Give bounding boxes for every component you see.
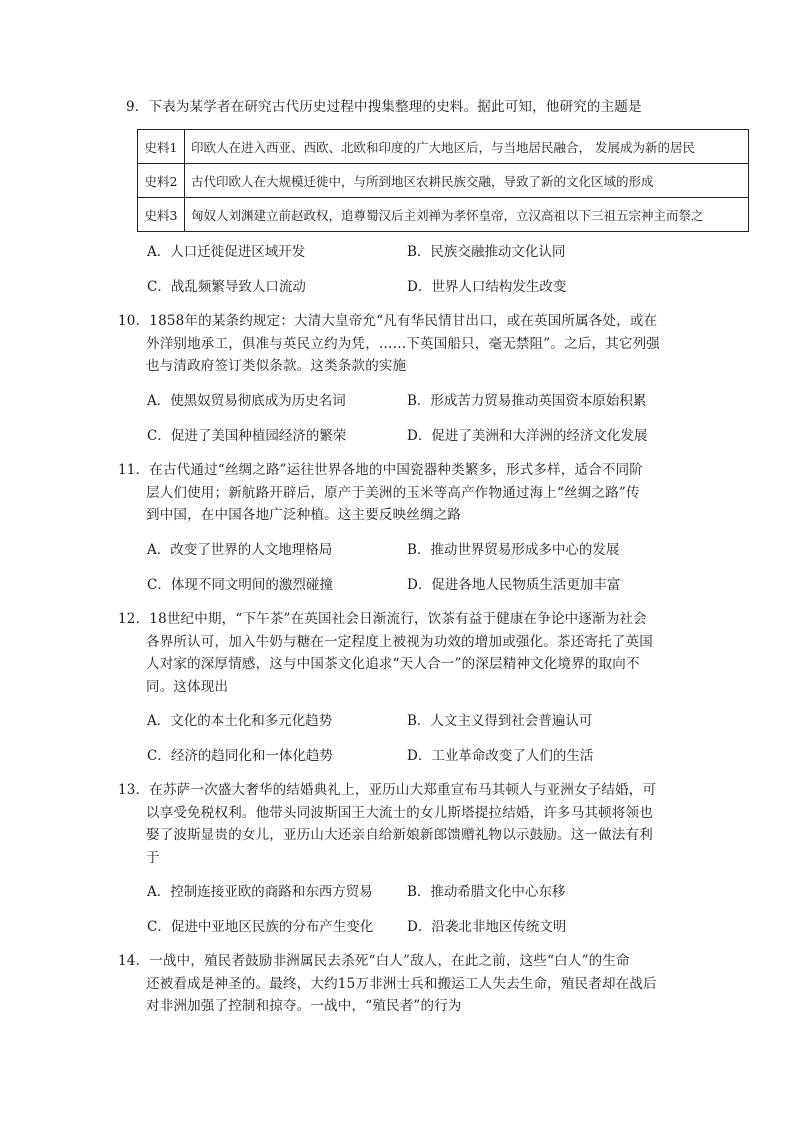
question-14 bbox=[118, 950, 678, 1018]
question-9-options-row-2 bbox=[147, 275, 707, 297]
question-9-options-row-1 bbox=[147, 240, 707, 262]
table-row bbox=[138, 164, 749, 198]
question-13-line: 以享受免税权利。他带头同波斯国王大流士的女儿斯塔提拉结婚，许多马其顿将领也 bbox=[146, 804, 653, 821]
question-10-options-row-2 bbox=[147, 424, 707, 446]
question-12-options-row-2 bbox=[147, 744, 707, 766]
question-10-line: 也与清政府签订类似条款。这类条款的实施 bbox=[146, 358, 407, 374]
question-13-line: 13．在苏萨一次盛大奢华的结婚典礼上，亚历山大郑重宣布马其顿人与亚洲女子结婚，可 bbox=[118, 782, 657, 798]
question-12 bbox=[118, 608, 678, 698]
option-c[interactable]: C．体现不同文明间的激烈碰撞 bbox=[147, 577, 333, 593]
option-a[interactable]: A．使黑奴贸易彻底成为历史名词 bbox=[147, 393, 346, 409]
source-table bbox=[137, 129, 749, 232]
question-14-line: 对非洲加强了控制和掠夺。一战中，“殖民者”的行为 bbox=[146, 998, 462, 1014]
question-11-options-row-2 bbox=[147, 573, 707, 595]
option-a[interactable]: A．文化的本土化和多元化趋势 bbox=[147, 713, 333, 729]
question-13-line: 娶了波斯显贵的女儿，亚历山大还亲自给新娘新郎馈赠礼物以示鼓励。这一做法有利 bbox=[146, 827, 653, 843]
option-d[interactable]: D．沿袭北非地区传统文明 bbox=[407, 919, 567, 935]
option-c[interactable]: C．战乱频繁导致人口流动 bbox=[147, 279, 306, 295]
option-a[interactable]: A．人口迁徙促进区域开发 bbox=[147, 244, 306, 260]
source-text: 匈奴人刘渊建立前赵政权，追尊蜀汉后主刘禅为孝怀皇帝，立汉高祖以下三祖五宗神主而祭之 bbox=[185, 198, 749, 232]
option-b[interactable]: B．民族交融推动文化认同 bbox=[407, 244, 566, 260]
question-10-line: 外洋别地承工，俱准与英民立约为凭，……下英国船只，毫无禁阻”。之后，其它列强 bbox=[146, 335, 661, 352]
question-14-line: 14．一战中，殖民者鼓励非洲属民去杀死“白人”敌人，在此之前，这些“白人”的生命 bbox=[118, 953, 630, 969]
question-11-line: 到中国，在中国各地广泛种植。这主要反映丝绸之路 bbox=[146, 507, 462, 523]
question-11-options-row-1 bbox=[147, 538, 707, 560]
option-d[interactable]: D．促进了美洲和大洋洲的经济文化发展 bbox=[407, 428, 648, 444]
option-b[interactable]: B．推动世界贸易形成多中心的发展 bbox=[407, 542, 620, 558]
table-row bbox=[138, 130, 749, 164]
option-b[interactable]: B．形成苦力贸易推动英国资本原始积累 bbox=[407, 393, 647, 409]
question-9-stem: 9．下表为某学者在研究古代历史过程中搜集整理的史料。据此可知，他研究的主题是 bbox=[126, 99, 642, 115]
source-text: 古代印欧人在大规模迁徙中，与所到地区农耕民族交融，导致了新的文化区域的形成 bbox=[185, 164, 749, 198]
option-a[interactable]: A．改变了世界的人文地理格局 bbox=[147, 542, 333, 558]
source-label: 史料2 bbox=[138, 164, 185, 198]
option-d[interactable]: D．促进各地人民物质生活更加丰富 bbox=[407, 577, 621, 593]
question-10-line: 10．1858年的某条约规定：大清大皇帝允“凡有华民情甘出口，或在英国所属各处，或在 bbox=[118, 313, 658, 329]
option-b[interactable]: B．人文主义得到社会普遍认可 bbox=[407, 713, 593, 729]
question-14-line: 还被看成是神圣的。最终，大约15万非洲士兵和搬运工人失去生命，殖民者却在战后 bbox=[146, 975, 657, 992]
question-12-options-row-1 bbox=[147, 709, 707, 731]
table-row bbox=[138, 198, 749, 232]
source-label: 史料1 bbox=[138, 130, 185, 164]
option-c[interactable]: C．经济的趋同化和一体化趋势 bbox=[147, 748, 333, 764]
source-text: 印欧人在进入西亚、西欧、北欧和印度的广大地区后，与当地居民融合， 发展成为新的居民 bbox=[185, 130, 749, 164]
option-a[interactable]: A．控制连接亚欧的商路和东西方贸易 bbox=[147, 884, 373, 900]
question-12-line: 人对家的深厚情感，这与中国茶文化追求“天人合一”的深层精神文化境界的取向不 bbox=[146, 656, 640, 672]
option-d[interactable]: D．世界人口结构发生改变 bbox=[407, 279, 567, 295]
source-label: 史料3 bbox=[138, 198, 185, 232]
question-12-line: 12．18世纪中期，“下午茶”在英国社会日渐流行，饮茶有益于健康在争论中逐渐为社会 bbox=[118, 611, 647, 627]
question-11-line: 层人们使用；新航路开辟后，原产于美洲的玉米等高产作物通过海上“丝绸之路”传 bbox=[146, 484, 640, 501]
question-11 bbox=[118, 459, 678, 527]
question-11-line: 11．在古代通过“丝绸之路”运往世界各地的中国瓷器种类繁多，形式多样，适合不同阶 bbox=[118, 462, 643, 478]
question-12-line: 同。这体现出 bbox=[146, 678, 229, 695]
option-d[interactable]: D．工业革命改变了人们的生活 bbox=[407, 748, 594, 764]
question-10-options-row-1 bbox=[147, 389, 707, 411]
question-13 bbox=[118, 779, 678, 869]
question-9 bbox=[126, 96, 726, 119]
question-12-line: 各界所认可，加入牛奶与糖在一定程度上被视为功效的增加或强化。茶还寄托了英国 bbox=[146, 633, 653, 650]
question-13-line: 于 bbox=[146, 849, 160, 866]
question-10 bbox=[118, 310, 678, 378]
option-c[interactable]: C．促进中亚地区民族的分布产生变化 bbox=[147, 919, 374, 935]
question-13-options-row-2 bbox=[147, 915, 707, 937]
option-b[interactable]: B．推动希腊文化中心东移 bbox=[407, 884, 566, 900]
question-13-options-row-1 bbox=[147, 880, 707, 902]
option-c[interactable]: C．促进了美国种植园经济的繁荣 bbox=[147, 428, 347, 444]
